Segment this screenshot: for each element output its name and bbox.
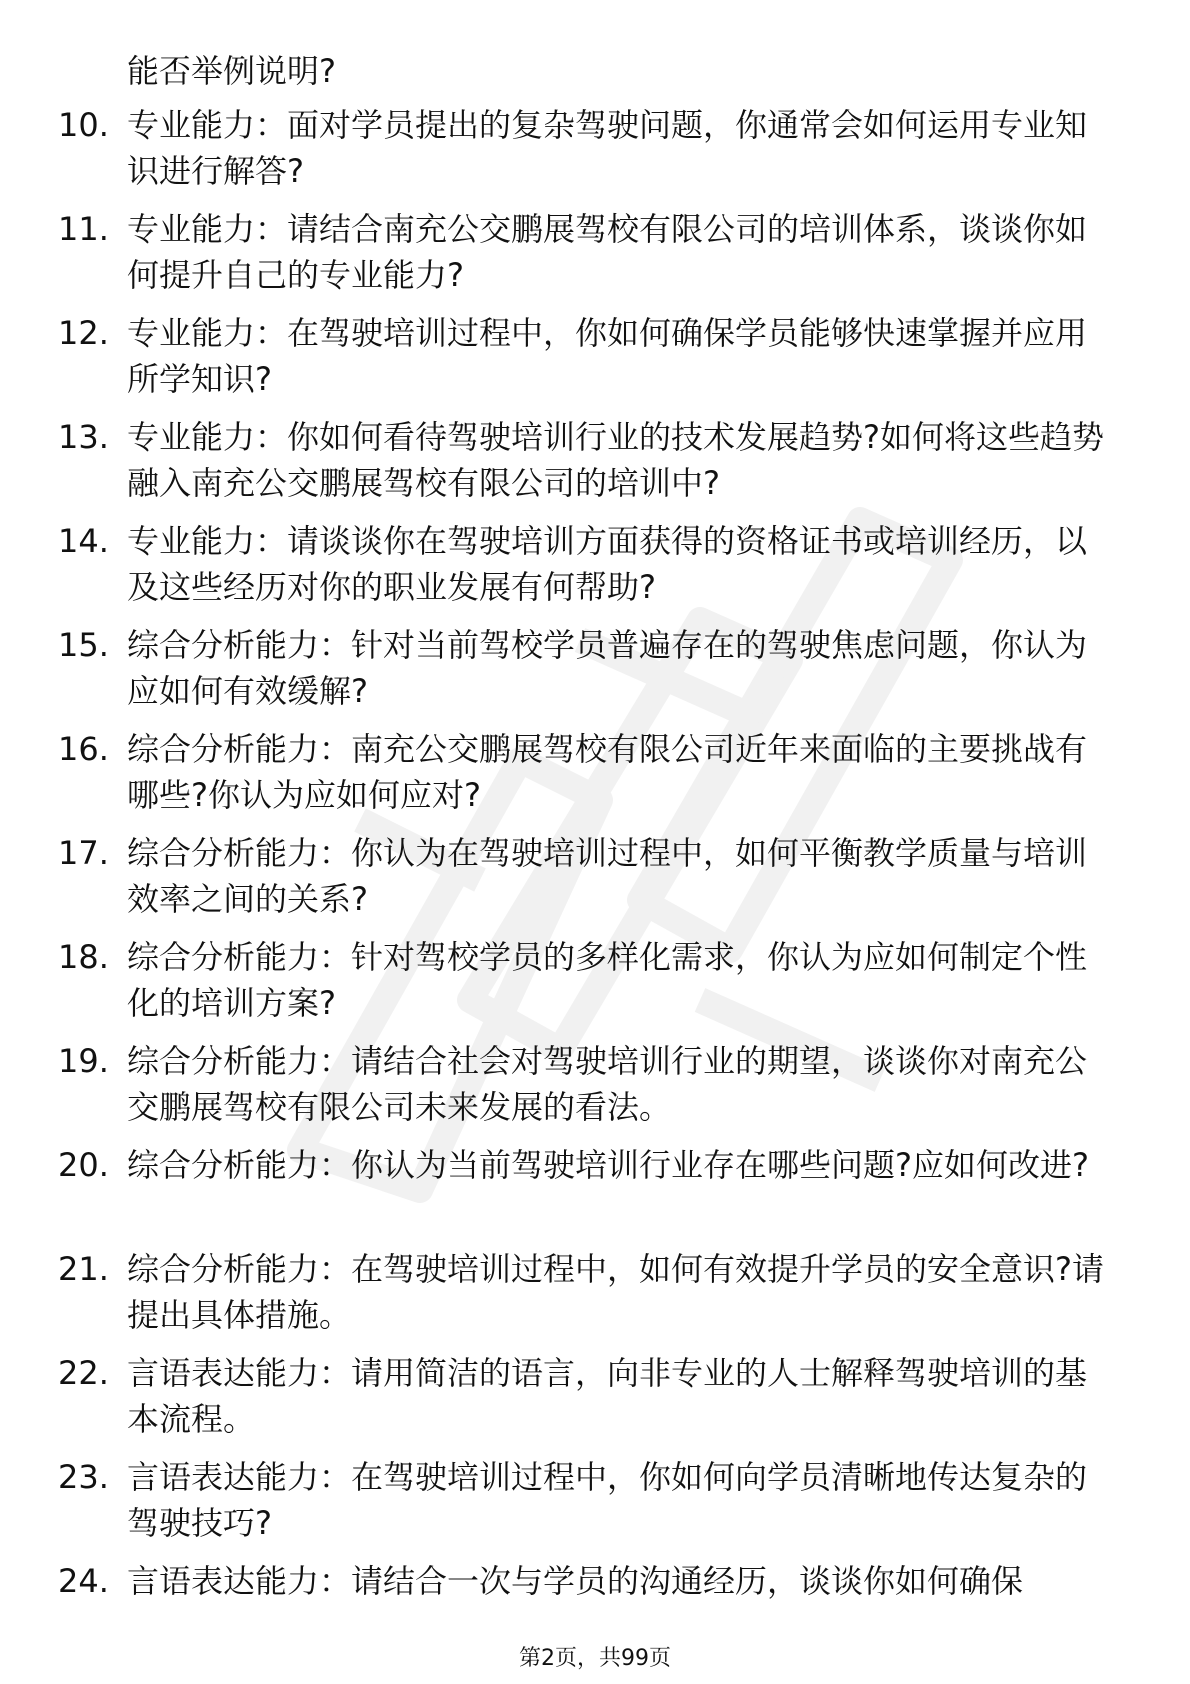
question-item <box>0 1246 1190 1350</box>
question-item <box>0 1350 1190 1454</box>
question-item <box>0 102 1190 206</box>
question-text: 言语表达能力：请结合一次与学员的沟通经历，谈谈你如何确保 <box>127 1562 1024 1600</box>
question-text: 综合分析能力：南充公交鹏展驾校有限公司近年来面临的主要挑战有哪些?你认为应如何应对? <box>127 730 1088 814</box>
question-item <box>0 206 1190 310</box>
question-item <box>0 1454 1190 1558</box>
question-number: 17. <box>58 834 109 872</box>
question-item <box>0 518 1190 622</box>
question-item <box>0 934 1190 1038</box>
question-text: 综合分析能力：你认为当前驾驶培训行业存在哪些问题?应如何改进? <box>127 1146 1089 1184</box>
question-number: 15. <box>58 626 109 664</box>
question-text: 综合分析能力：在驾驶培训过程中，如何有效提升学员的安全意识?请提出具体措施。 <box>127 1250 1104 1334</box>
question-number: 16. <box>58 730 109 768</box>
question-text: 言语表达能力：请用简洁的语言，向非专业的人士解释驾驶培训的基本流程。 <box>127 1354 1088 1438</box>
question-number: 23. <box>58 1458 109 1496</box>
question-text: 专业能力：在驾驶培训过程中，你如何确保学员能够快速掌握并应用所学知识? <box>127 314 1088 398</box>
question-text: 专业能力：请结合南充公交鹏展驾校有限公司的培训体系，谈谈你如何提升自己的专业能力? <box>127 210 1088 294</box>
question-item <box>0 1038 1190 1142</box>
question-number: 22. <box>58 1354 109 1392</box>
question-item <box>0 1142 1190 1246</box>
question-text: 专业能力：你如何看待驾驶培训行业的技术发展趋势?如何将这些趋势融入南充公交鹏展驾校有限公司的培训中? <box>127 418 1104 502</box>
question-item <box>0 726 1190 830</box>
question-number: 14. <box>58 522 109 560</box>
question-number: 13. <box>58 418 109 456</box>
question-text: 综合分析能力：请结合社会对驾驶培训行业的期望，谈谈你对南充公交鹏展驾校有限公司未来发展的看法。 <box>127 1042 1088 1126</box>
question-item <box>0 310 1190 414</box>
question-item <box>0 622 1190 726</box>
question-number: 20. <box>58 1146 109 1184</box>
question-text: 专业能力：面对学员提出的复杂驾驶问题，你通常会如何运用专业知识进行解答? <box>127 106 1088 190</box>
question-number: 18. <box>58 938 109 976</box>
question-text: 综合分析能力：你认为在驾驶培训过程中，如何平衡教学质量与培训效率之间的关系? <box>127 834 1088 918</box>
question-text: 综合分析能力：针对当前驾校学员普遍存在的驾驶焦虑问题，你认为应如何有效缓解? <box>127 626 1088 710</box>
question-text: 专业能力：请谈谈你在驾驶培训方面获得的资格证书或培训经历，以及这些经历对你的职业发展有何帮助? <box>127 522 1088 606</box>
question-item <box>0 830 1190 934</box>
question-list <box>0 102 1190 1662</box>
question-item <box>0 414 1190 518</box>
question-number: 10. <box>58 106 109 144</box>
question-number: 12. <box>58 314 109 352</box>
question-number: 19. <box>58 1042 109 1080</box>
page-footer: 第2页，共99页 <box>519 1646 671 1671</box>
question-number: 24. <box>58 1562 109 1600</box>
question-text: 综合分析能力：针对驾校学员的多样化需求，你认为应如何制定个性化的培训方案? <box>127 938 1088 1022</box>
question-number: 21. <box>58 1250 109 1288</box>
question-number: 11. <box>58 210 109 248</box>
continuation-text: 能否举例说明? <box>127 52 336 90</box>
question-text: 言语表达能力：在驾驶培训过程中，你如何向学员清晰地传达复杂的驾驶技巧? <box>127 1458 1088 1542</box>
